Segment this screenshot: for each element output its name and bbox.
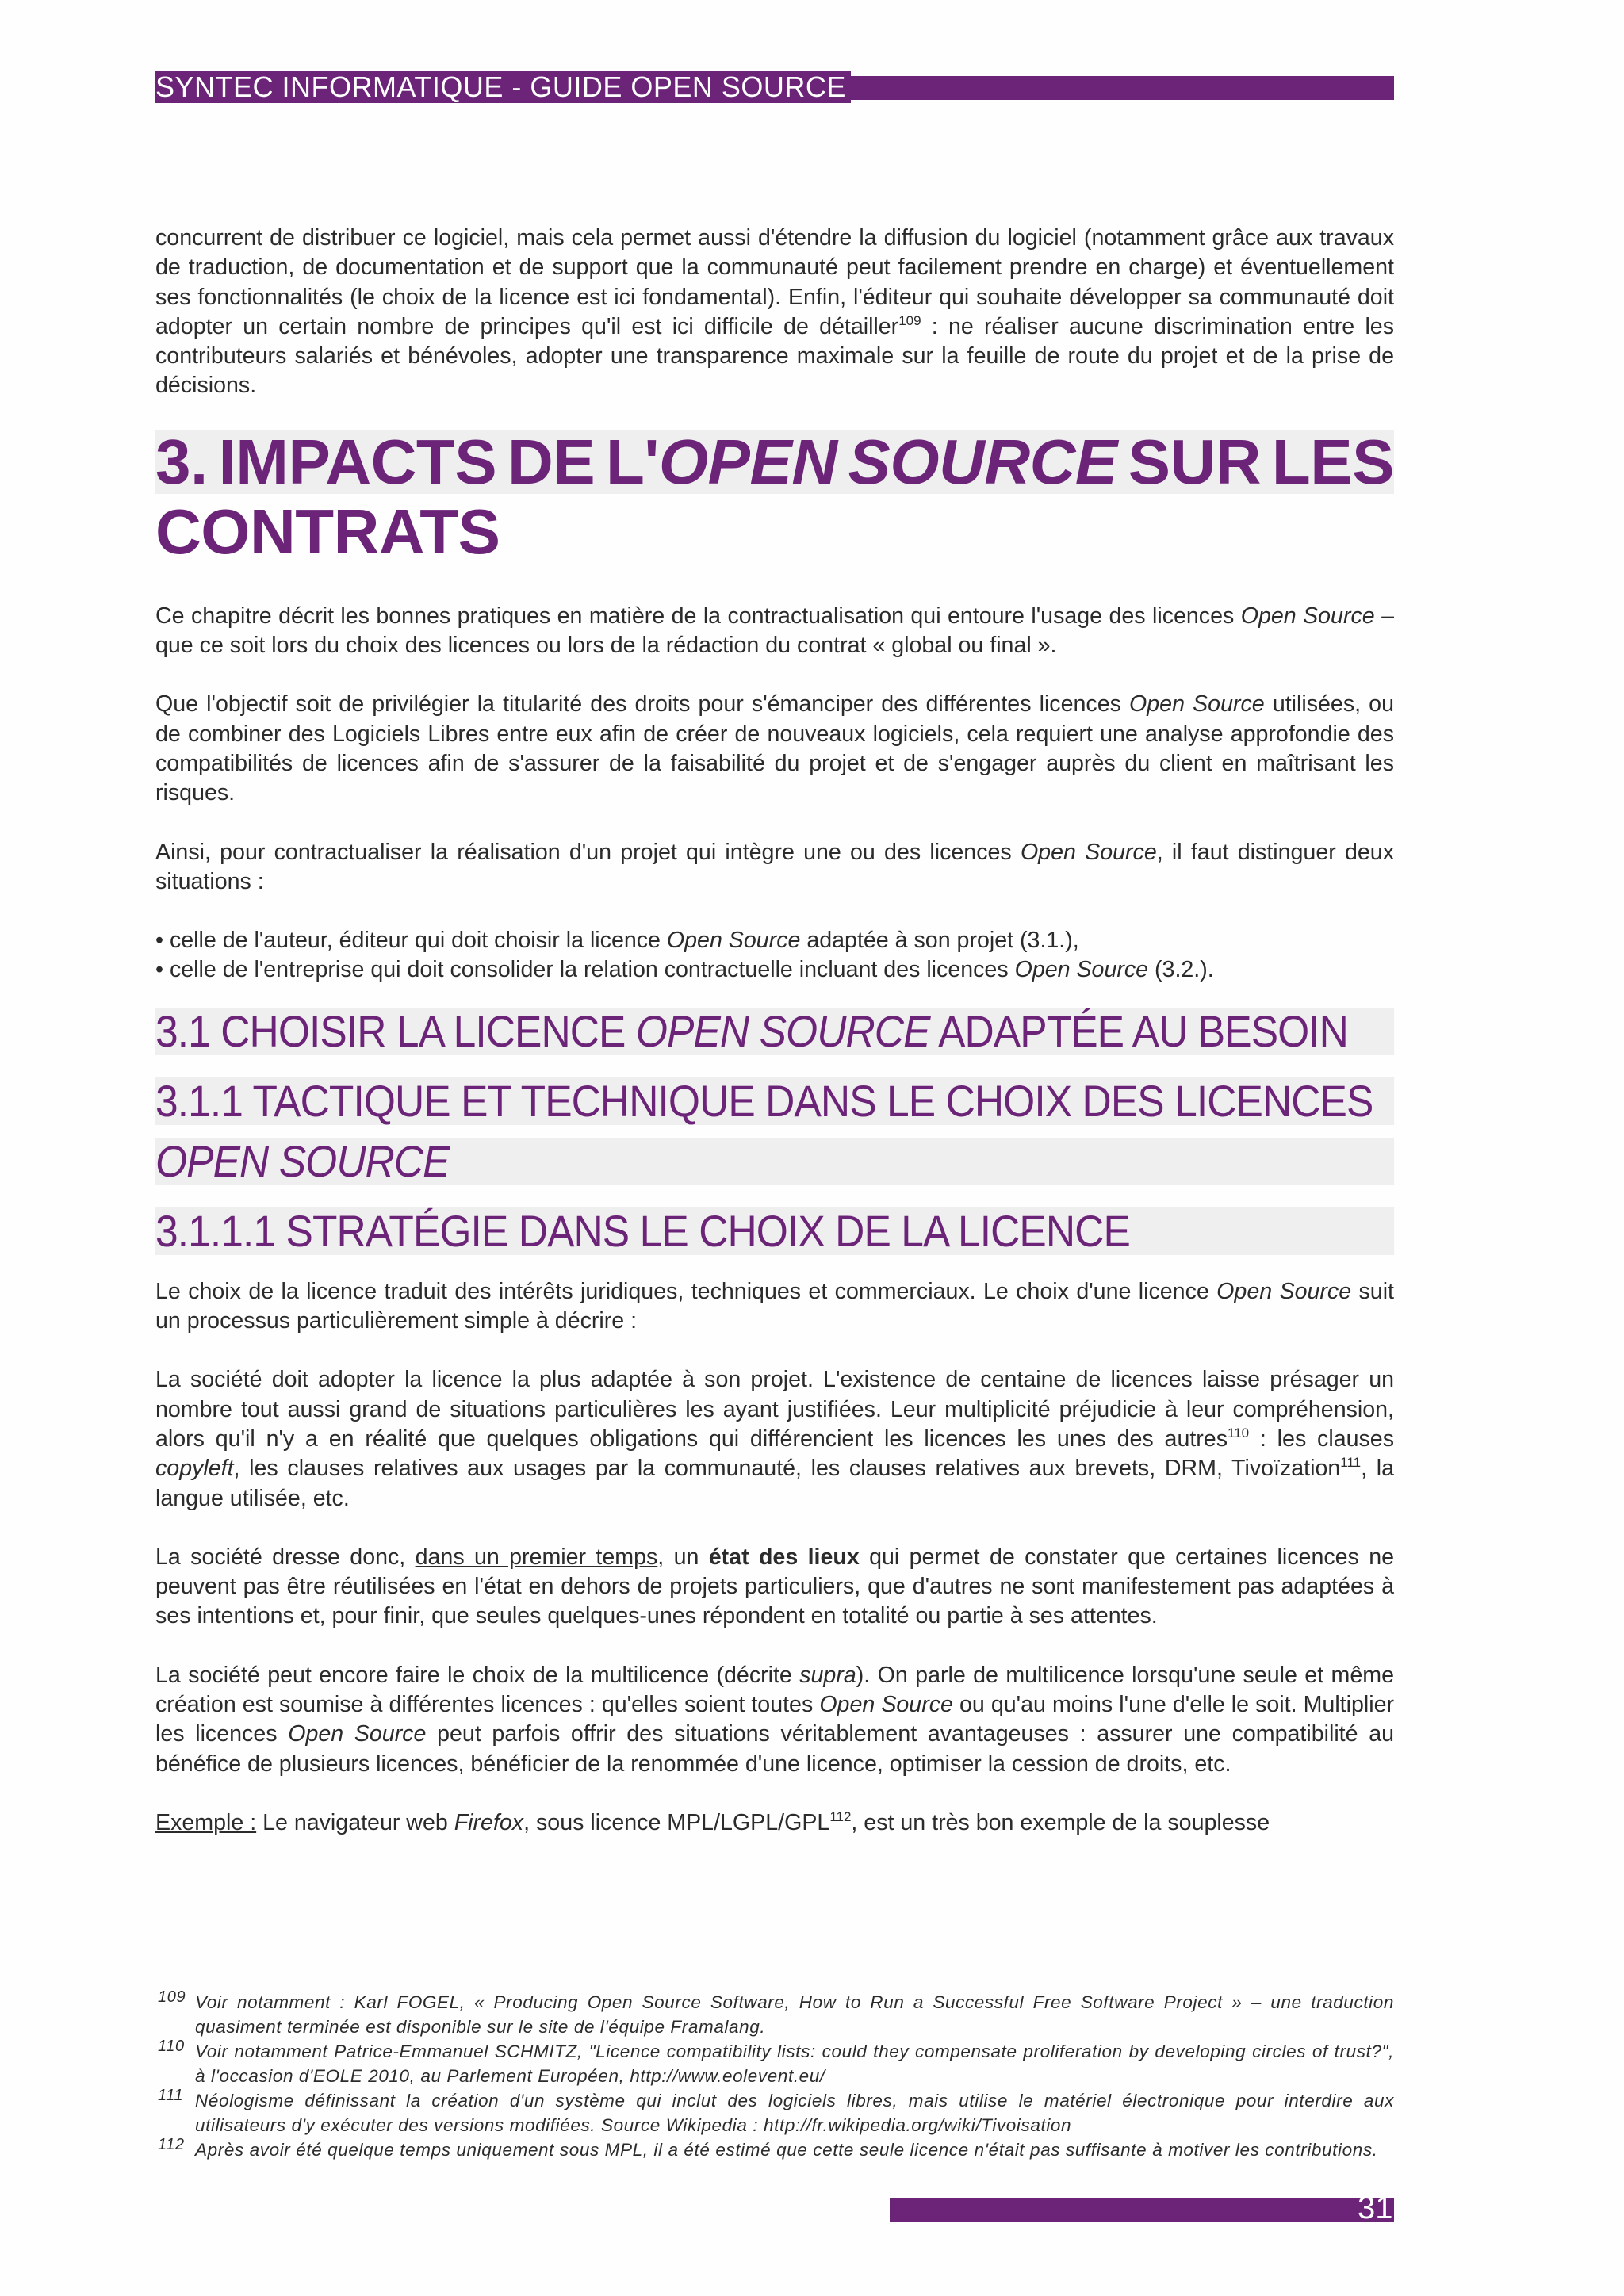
paragraph-societe-adopter: La société doit adopter la licence la plus adaptée à son projet. L'existence de centaine de licences laisse présager un nombre tout aussi grand de situations particulières les ayant justifiées. Leur multiplicité préjudicie à leur compréhension, alors qu'il n'y a en réalité que quelques obligations qui différencient les licences les unes des autres$^{110}$ : les clauses copyleft, les clauses relatives aux usages par la communauté, les clauses relatives aux brevets, DRM, Tivoïzation$^{111}$, la langue utilisée, etc. (155, 1367, 1394, 1511)
footnote: 111 Néologisme définissant la création d'un système qui inclut des logiciels libres, mais utilise le matériel électronique pour interdire aux utilisateurs d'y exécuter des versions modifiées. Source Wikipedia : http://fr.wikipedia.org/wiki/Tivoisation (158, 2087, 1394, 2135)
footnote-ref-111[interactable]: 111 (1340, 1455, 1362, 1471)
paragraph-objectif: Que l'objectif soit de privilégier la titularité des droits pour s'émanciper des différentes licences Open Source utilisées, ou de combiner des Logiciels Libres entre eux afin de créer de nouveaux logiciels, cela requiert une analyse approfondie des compatibilités de licences afin de s'assurer de la faisabilité du projet et de s'engager auprès du client en maîtrisant les risques. (155, 691, 1394, 806)
bullet-item: • celle de l'entreprise qui doit consolider la relation contractuelle incluant des licences Open Source (3.2.). (155, 957, 1214, 983)
footnote-ref-110[interactable]: 110 (1228, 1425, 1250, 1441)
paragraph-exemple: Exemple : Le navigateur web Firefox, sous licence MPL/LGPL/GPL$^{112}$, est un très bon exemple de la souplesse (155, 1808, 1270, 1835)
footnote: 109 Voir notamment : Karl FOGEL, « Producing Open Source Software, How to Run a Successful Free Software Project » – une traduction quasiment terminée est disponible sur le site de l'équipe Framalang. (158, 1988, 1394, 2037)
paragraph-situations: Ainsi, pour contractualiser la réalisation d'un projet qui intègre une ou des licences Open Source, il faut distinguer deux situations : (155, 839, 1395, 894)
section-heading-3-1-1-1: 3.1.1.1 STRATÉGIE DANS LE CHOIX DE LA LICENCE (155, 1207, 1295, 1255)
main-content (155, 224, 1394, 1867)
footnote-ref-112[interactable]: 112 (829, 1808, 852, 1824)
paragraph-multilicence: La société peut encore faire le choix de la multilicence (décrite supra). On parle de multilicence lorsqu'une seule et même création est soumise à différentes licences : qu'elles soient toutes Open Source ou qu'au moins l'une d'elle le soit. Multiplier les licences Open Source peut parfois offrir des situations véritablement avantageuses : assurer une compatibilité au bénéfice de plusieurs licences, bénéficier de la renommée d'une licence, optimiser la cession de droits, etc. (155, 1662, 1394, 1777)
paragraph-choix-licence: Le choix de la licence traduit des intérêts juridiques, techniques et commerciaux. Le choix d'une licence Open Source suit un processus particulièrement simple à décrire : (155, 1278, 1394, 1334)
bullet-item: • celle de l'auteur, éditeur qui doit choisir la licence Open Source adaptée à son projet (3.1.), (155, 928, 1079, 954)
page-number-bar (890, 2198, 1394, 2222)
section-heading-3-1: 3.1 CHOISIR LA LICENCE OPEN SOURCE ADAPTÉE AU BESOIN (155, 1008, 1295, 1055)
chapter-title: 3. IMPACTS DE L'OPEN SOURCE SUR LES CONTRATS (155, 426, 1394, 567)
footnote: 112 Après avoir été quelque temps uniquement sous MPL, il a été estimé que cette seule licence n'était pas suffisante à motiver les contributions. (158, 2136, 1378, 2160)
page-number: 31 (1358, 2191, 1393, 2225)
footnote: 110 Voir notamment Patrice-Emmanuel SCHMITZ, "Licence compatibility lists: could they compensate proliferation by developing circles of trust?", à l'occasion d'EOLE 2010, au Parlement Européen, http://www.eolevent.eu/ (158, 2038, 1394, 2086)
footnotes (155, 1990, 1394, 2162)
footnote-ref-109[interactable]: 109 (898, 312, 921, 328)
paragraph-etat-des-lieux: La société dresse donc, dans un premier temps, un état des lieux qui permet de constater que certaines licences ne peuvent pas être réutilisées en l'état en dehors de projets particuliers, que d'autres ne sont manifestement pas adaptées à ses intentions et, pour finir, que seules quelques-unes répondent en totalité ou partie à ses attentes. (155, 1544, 1395, 1629)
paragraph-intro-chapter: Ce chapitre décrit les bonnes pratiques en matière de la contractualisation qui entoure l'usage des licences Open Source – que ce soit lors du choix des licences ou lors de la rédaction du contrat « global ou final ». (155, 603, 1394, 659)
intro-paragraph: concurrent de distribuer ce logiciel, mais cela permet aussi d'étendre la diffusion du logiciel (notamment grâce aux travaux de traduction, de documentation et de support que la communauté peut facilement prendre en charge) et éventuellement ses fonctionnalités (le choix de la licence est ici fondamental). Enfin, l'éditeur qui souhaite développer sa communauté doit adopter un certain nombre de principes qu'il est ici difficile de détailler$^{109}$ : ne réaliser aucune discrimination entre les contributeurs salariés et bénévoles, adopter une transparence maximale sur la feuille de route du projet et de la prise de décisions. (155, 225, 1394, 399)
section-heading-3-1-1: 3.1.1 TACTIQUE ET TECHNIQUE DANS LE CHOIX DES LICENCES OPEN SOURCE (155, 1077, 1295, 1185)
header-title: SYNTEC INFORMATIQUE - GUIDE OPEN SOURCE (155, 71, 851, 103)
